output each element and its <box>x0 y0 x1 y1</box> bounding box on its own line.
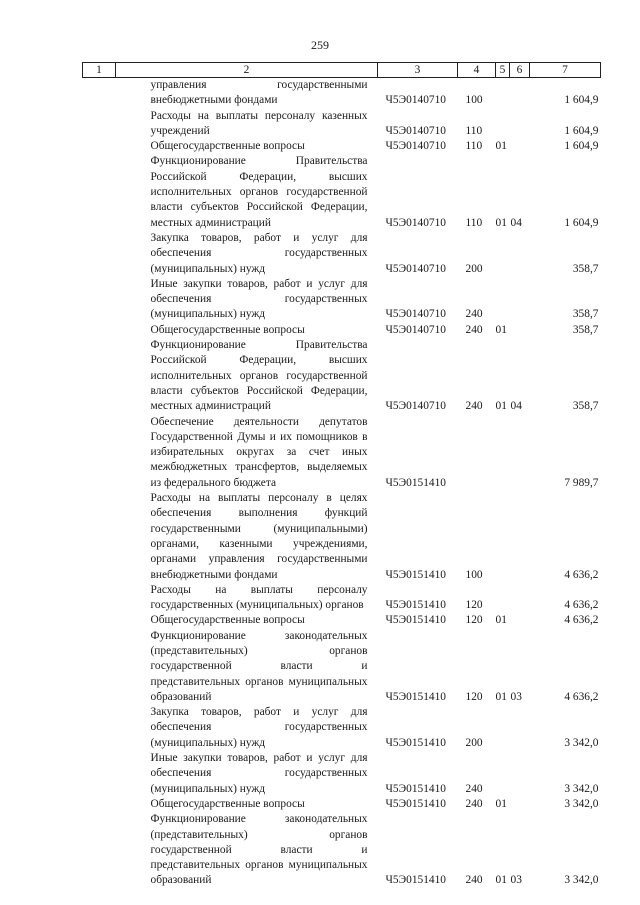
row-type: 120 <box>465 599 483 612</box>
table-body <box>83 78 601 889</box>
row-type: 110 <box>465 124 483 137</box>
row-name: управления государственными внебюджетными фондами <box>150 79 368 107</box>
row-sum: 4 636,2 <box>564 614 599 627</box>
table-row <box>83 338 601 414</box>
row-sum: 3 342,0 <box>564 782 599 795</box>
row-number-cell <box>83 154 116 230</box>
row-subsection: 04 <box>510 400 522 413</box>
row-subsection <box>510 231 530 277</box>
row-subsection <box>510 78 530 109</box>
table-row <box>83 323 601 338</box>
row-subsection: 03 <box>510 874 522 887</box>
row-type: 240 <box>465 323 483 336</box>
row-type: 240 <box>465 874 483 887</box>
row-sum: 4 636,2 <box>564 568 599 581</box>
row-section: 01 <box>495 690 507 703</box>
row-code: Ч5Э0140710 <box>385 262 446 275</box>
table-row <box>83 629 601 705</box>
row-code: Ч5Э0151410 <box>385 797 446 810</box>
row-number-cell <box>83 415 116 491</box>
row-number-cell <box>83 751 116 797</box>
row-code: Ч5Э0140710 <box>385 323 446 336</box>
table-row <box>83 415 601 491</box>
row-subsection <box>510 109 530 140</box>
row-code: Ч5Э0151410 <box>385 874 446 887</box>
row-type: 120 <box>465 690 483 703</box>
table-row <box>83 613 601 628</box>
row-code: Ч5Э0140710 <box>385 124 446 137</box>
table-row <box>83 583 601 614</box>
row-number-cell <box>83 139 116 154</box>
row-name: Функционирование Правительства Российской Федерации, высших исполнительных органов государственной власти субъектов Российской Федерации, местных администраций <box>150 155 368 229</box>
row-section: 01 <box>495 400 507 413</box>
budget-table <box>82 62 601 889</box>
row-sum: 3 342,0 <box>564 736 599 749</box>
row-number-cell <box>83 109 116 140</box>
row-type: 100 <box>465 94 483 107</box>
row-subsection: 04 <box>510 216 522 229</box>
table-row <box>83 277 601 323</box>
row-name: Расходы на выплаты персоналу государственных (муниципальных) органов <box>150 583 368 612</box>
row-name: Обеспечение деятельности депутатов Государственной Думы и их помощников в избирательных округах за счет иных межбюджетных трансфертов, выделяемых из федерального бюджета <box>150 415 368 489</box>
row-number-cell <box>83 338 116 414</box>
row-number-cell <box>83 231 116 277</box>
row-subsection <box>510 323 530 338</box>
row-subsection <box>510 705 530 751</box>
header-col-4: 4 <box>458 63 496 78</box>
row-code: Ч5Э0151410 <box>385 599 446 612</box>
row-subsection <box>510 491 530 583</box>
row-type: 240 <box>465 782 483 795</box>
row-type: 240 <box>465 797 483 810</box>
row-name: Функционирование законодательных (представительных) органов государственной власти и представительных органов муниципальных образований <box>150 813 368 887</box>
row-sum: 358,7 <box>572 262 599 275</box>
row-section <box>496 415 510 491</box>
row-name: Иные закупки товаров, работ и услуг для обеспечения государственных (муниципальных) нужд <box>150 277 368 321</box>
row-sum: 358,7 <box>572 400 599 413</box>
row-sum: 4 636,2 <box>564 599 599 612</box>
row-type: 200 <box>465 262 483 275</box>
row-type: 120 <box>465 614 483 627</box>
row-type: 200 <box>465 736 483 749</box>
row-subsection <box>510 613 530 628</box>
row-section <box>496 78 510 109</box>
header-col-5: 5 <box>496 63 510 78</box>
row-name: Иные закупки товаров, работ и услуг для обеспечения государственных (муниципальных) нужд <box>150 752 368 795</box>
row-sum: 1 604,9 <box>564 216 599 229</box>
row-code: Ч5Э0151410 <box>385 568 446 581</box>
row-sum: 1 604,9 <box>564 94 599 107</box>
row-code: Ч5Э0140710 <box>385 94 446 107</box>
row-section <box>496 109 510 140</box>
row-name: Общегосударственные вопросы <box>150 797 305 810</box>
row-number-cell <box>83 78 116 109</box>
row-code: Ч5Э0151410 <box>385 736 446 749</box>
row-subsection <box>510 751 530 797</box>
table-row <box>83 797 601 812</box>
row-code: Ч5Э0140710 <box>385 140 446 153</box>
row-code: Ч5Э0140710 <box>385 216 446 229</box>
row-subsection <box>510 583 530 614</box>
row-sum: 358,7 <box>572 308 599 321</box>
table-row <box>83 751 601 797</box>
row-type <box>458 415 496 491</box>
row-section <box>496 705 510 751</box>
row-section <box>496 491 510 583</box>
row-sum: 358,7 <box>572 323 599 336</box>
row-section: 01 <box>495 614 507 627</box>
row-name: Общегосударственные вопросы <box>150 140 305 153</box>
table-row <box>83 491 601 583</box>
table-header-row <box>83 63 601 78</box>
row-name: Функционирование законодательных (представительных) органов государственной власти и представительных органов муниципальных образований <box>150 629 368 703</box>
row-type: 110 <box>465 140 483 153</box>
row-subsection <box>510 797 530 812</box>
table-row <box>83 139 601 154</box>
table-row <box>83 231 601 277</box>
header-col-6: 6 <box>510 63 530 78</box>
row-section: 01 <box>495 216 507 229</box>
row-code: Ч5Э0151410 <box>385 782 446 795</box>
row-type: 240 <box>465 400 483 413</box>
table-row <box>83 705 601 751</box>
row-number-cell <box>83 629 116 705</box>
row-number-cell <box>83 323 116 338</box>
row-code: Ч5Э0151410 <box>385 614 446 627</box>
row-section: 01 <box>495 797 507 810</box>
row-number-cell <box>83 812 116 888</box>
row-name: Общегосударственные вопросы <box>150 614 305 627</box>
row-number-cell <box>83 277 116 323</box>
row-sum: 3 342,0 <box>564 797 599 810</box>
row-sum: 3 342,0 <box>564 874 599 887</box>
row-number-cell <box>83 583 116 614</box>
table-row <box>83 78 601 109</box>
row-number-cell <box>83 705 116 751</box>
row-subsection <box>510 139 530 154</box>
row-code: Ч5Э0140710 <box>385 400 446 413</box>
row-code: Ч5Э0151410 <box>385 690 446 703</box>
row-section: 01 <box>495 323 507 336</box>
row-name: Функционирование Правительства Российской Федерации, высших исполнительных органов государственной власти субъектов Российской Федерации, местных администраций <box>150 339 368 413</box>
row-name: Закупка товаров, работ и услуг для обеспечения государственных (муниципальных) нужд <box>150 231 368 275</box>
row-name: Расходы на выплаты персоналу казенных учреждений <box>150 109 368 137</box>
row-section <box>496 231 510 277</box>
row-name: Общегосударственные вопросы <box>150 323 305 336</box>
table-row <box>83 812 601 888</box>
row-sum: 1 604,9 <box>564 140 599 153</box>
page-number: 259 <box>311 38 329 52</box>
row-subsection <box>510 277 530 323</box>
row-number-cell <box>83 613 116 628</box>
row-type: 110 <box>465 216 483 229</box>
row-name: Закупка товаров, работ и услуг для обеспечения государственных (муниципальных) нужд <box>150 706 368 749</box>
row-code: Ч5Э0151410 <box>385 476 446 489</box>
row-code: Ч5Э0140710 <box>385 308 446 321</box>
row-sum: 4 636,2 <box>564 690 599 703</box>
row-section: 01 <box>495 140 507 153</box>
row-section <box>496 583 510 614</box>
row-name: Расходы на выплаты персоналу в целях обеспечения выполнения функций государственными (муниципальными) органами, казенными учреждениями, органами управления государственными внебюджетными фондами <box>150 492 368 581</box>
header-col-1: 1 <box>83 63 116 78</box>
row-number-cell <box>83 797 116 812</box>
table-row <box>83 109 601 140</box>
row-section <box>496 751 510 797</box>
table-row <box>83 154 601 230</box>
header-col-3: 3 <box>378 63 458 78</box>
row-sum: 1 604,9 <box>564 124 599 137</box>
row-type: 100 <box>465 568 483 581</box>
row-section <box>496 277 510 323</box>
header-col-2: 2 <box>116 63 378 78</box>
row-section: 01 <box>495 874 507 887</box>
header-col-7: 7 <box>530 63 601 78</box>
row-number-cell <box>83 491 116 583</box>
row-sum: 7 989,7 <box>564 476 599 489</box>
row-subsection <box>510 415 530 491</box>
row-type: 240 <box>465 308 483 321</box>
row-subsection: 03 <box>510 690 522 703</box>
